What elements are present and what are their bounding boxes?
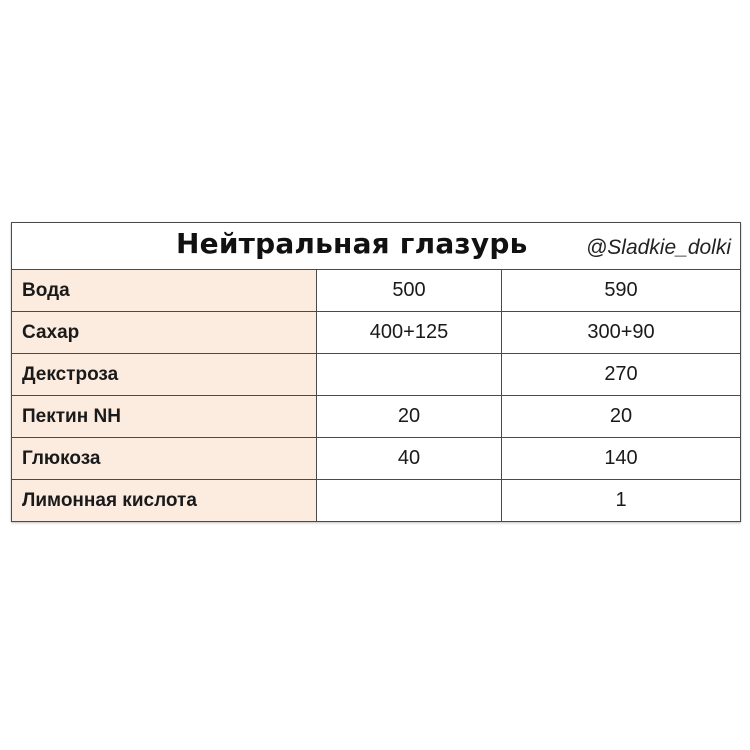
row-label: Пектин NH (12, 396, 317, 438)
row-value-1 (317, 480, 502, 522)
row-value-2: 300+90 (502, 312, 741, 354)
table-row (12, 396, 741, 438)
row-value-2: 1 (502, 480, 741, 522)
row-label: Глюкоза (12, 438, 317, 480)
row-value-1: 40 (317, 438, 502, 480)
row-value-2: 20 (502, 396, 741, 438)
row-label: Декстроза (12, 354, 317, 396)
title-cell (12, 223, 741, 270)
table-title: Нейтральная глазурь (176, 227, 528, 260)
row-value-1: 400+125 (317, 312, 502, 354)
row-label: Вода (12, 270, 317, 312)
row-value-1: 20 (317, 396, 502, 438)
title-row (12, 223, 741, 270)
author-handle: @Sladkie_dolki (585, 236, 732, 259)
row-label: Лимонная кислота (12, 480, 317, 522)
table-row (12, 480, 741, 522)
table-row (12, 354, 741, 396)
table-row (12, 312, 741, 354)
recipe-table (11, 222, 741, 522)
row-value-2: 590 (502, 270, 741, 312)
row-value-2: 270 (502, 354, 741, 396)
row-value-2: 140 (502, 438, 741, 480)
row-value-1 (317, 354, 502, 396)
row-value-1: 500 (317, 270, 502, 312)
row-label: Сахар (12, 312, 317, 354)
table-row (12, 438, 741, 480)
table-row (12, 270, 741, 312)
